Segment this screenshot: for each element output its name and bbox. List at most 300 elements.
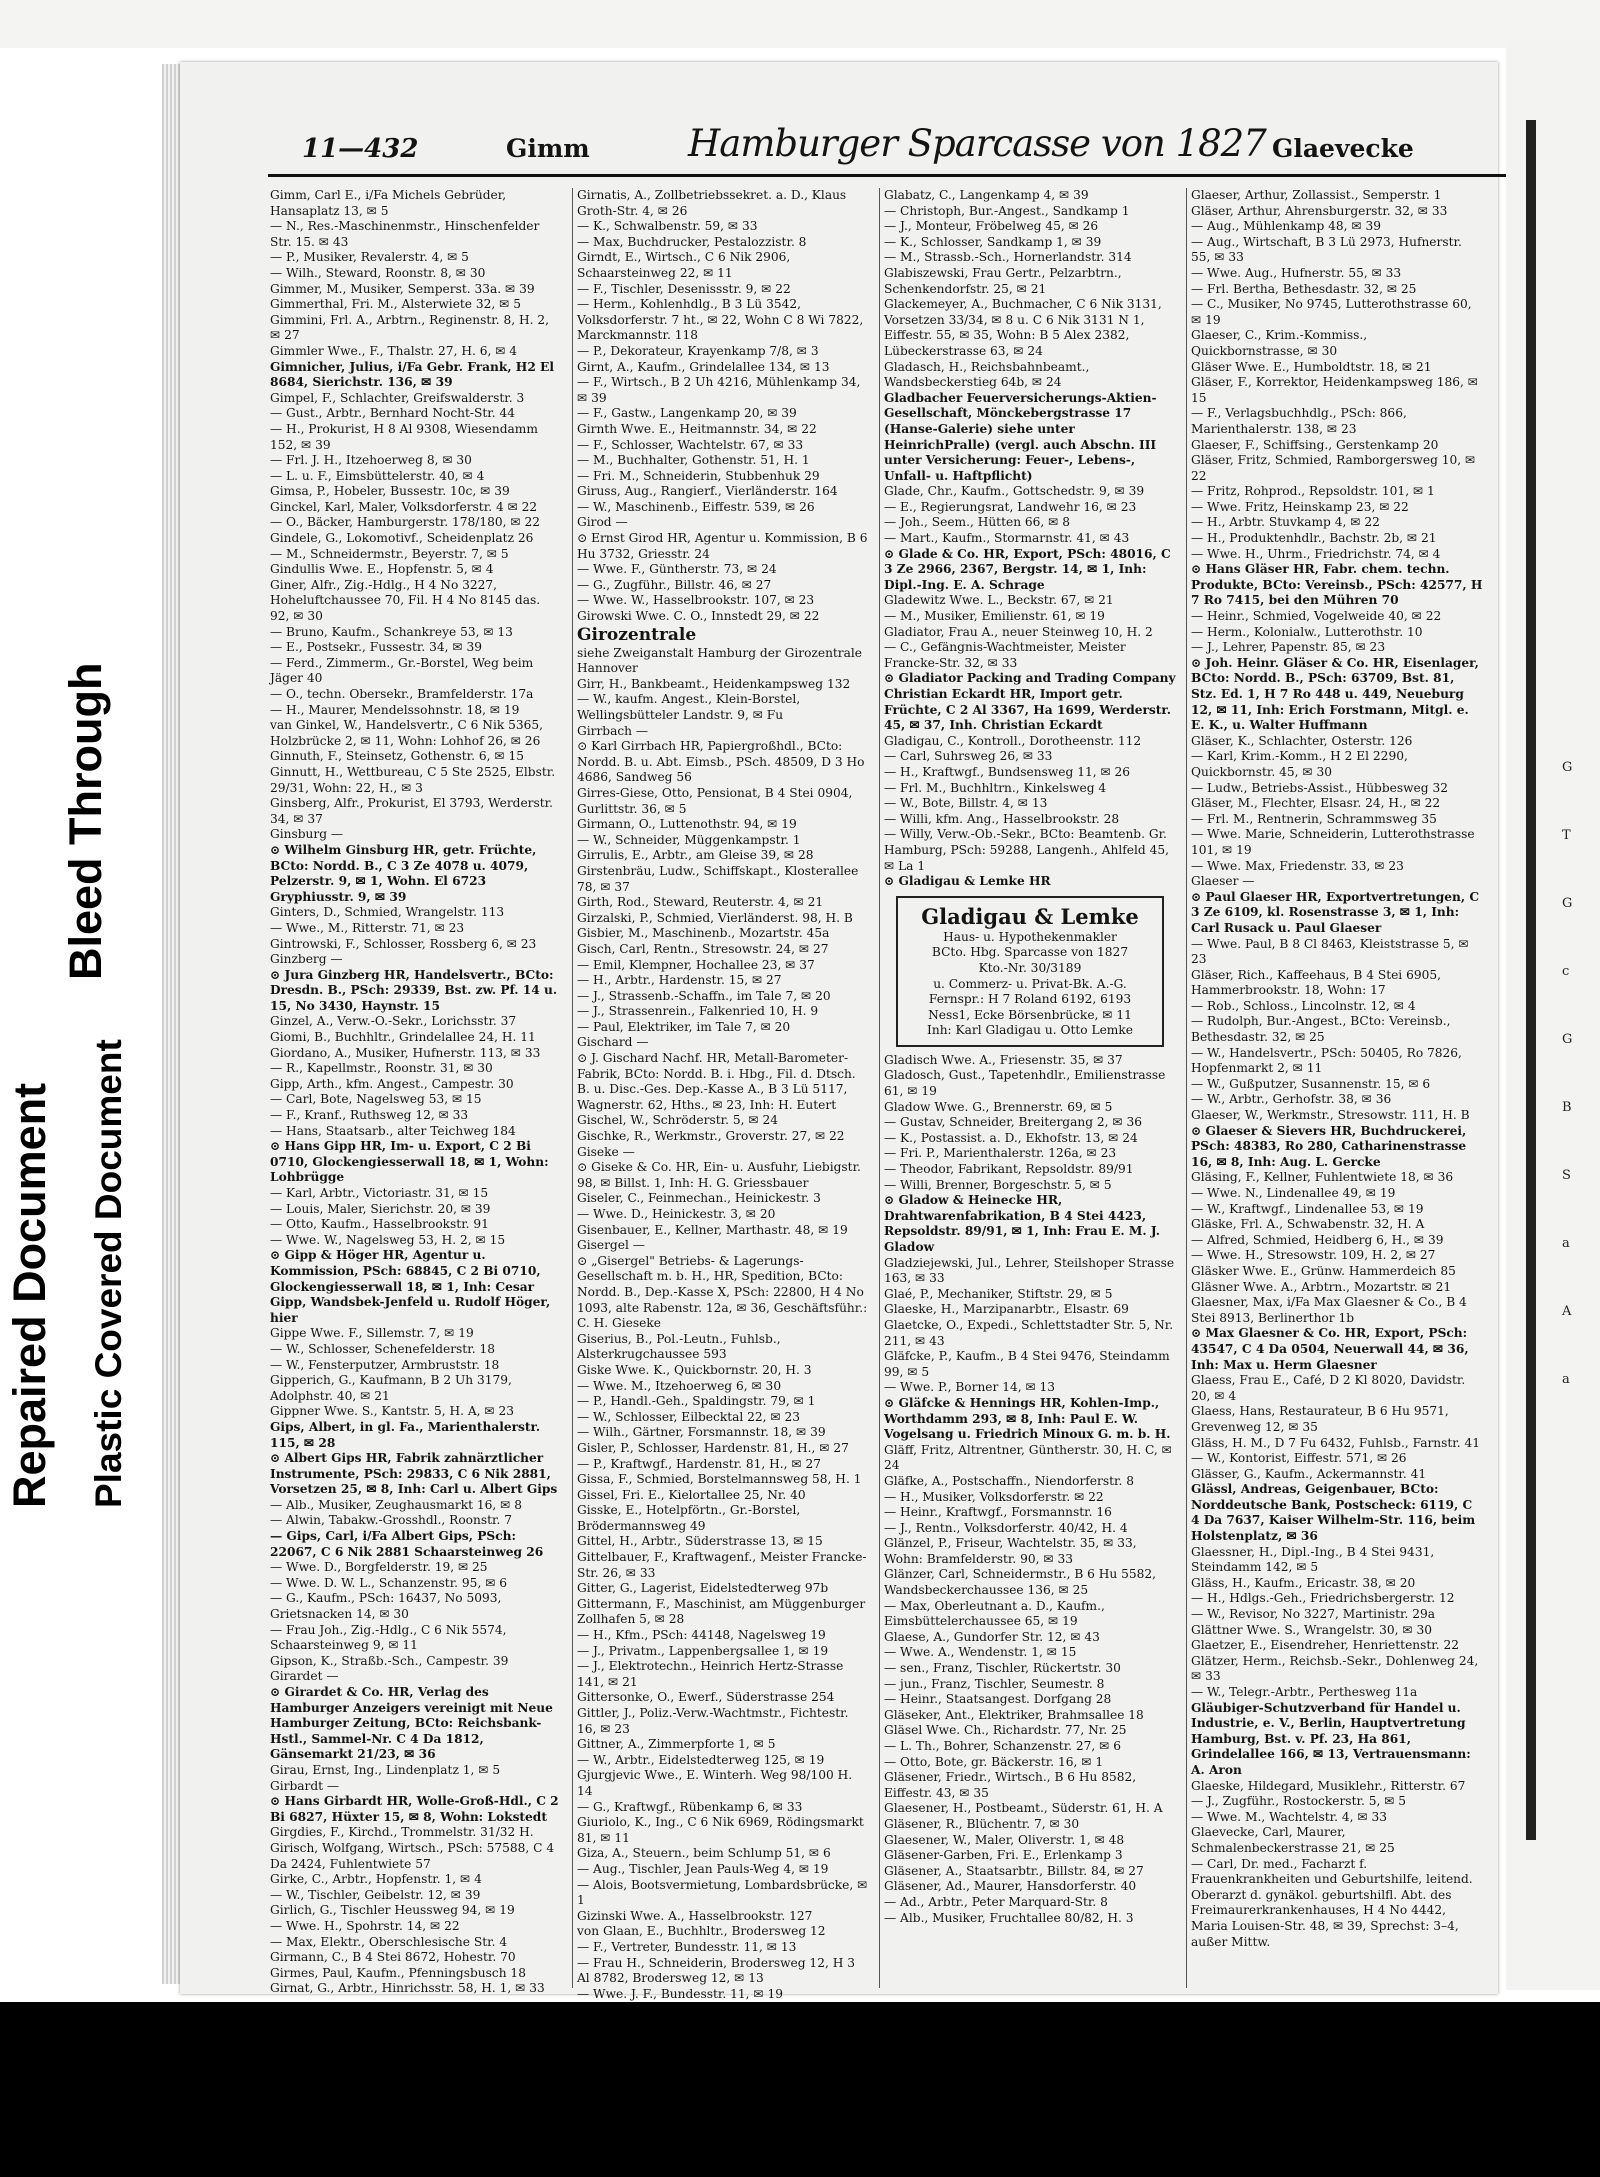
directory-entry: Gippe Wwe. F., Sillemstr. 7, ✉ 19	[270, 1326, 474, 1341]
directory-entry: Ginckel, Karl, Maler, Volksdorferstr. 4 ✉ 22	[270, 499, 538, 514]
directory-entry: Ginnutt, H., Wettbureau, C 5 Ste 2525, Elbstr. 29/31, Wohn: 22, H., ✉ 3	[270, 764, 556, 795]
facing-page-text-fragment: c	[1562, 964, 1570, 979]
directory-entry: — Frl. J. H., Itzehoerweg 8, ✉ 30	[270, 453, 472, 468]
directory-entry: — J., Elektrotechn., Heinrich Hertz-Strasse 141, ✉ 21	[577, 1659, 844, 1689]
directory-entry: — F., Vertreter, Bundesstr. 11, ✉ 13	[577, 1939, 797, 1954]
directory-entry: — Frl. M., Buchhltrn., Kinkelsweg 4	[884, 780, 1107, 795]
directory-entry: Glättner Wwe. S., Wrangelstr. 30, ✉ 30	[1191, 1622, 1432, 1637]
facing-page-text-fragment: a	[1562, 1236, 1570, 1251]
directory-entry: — H., Kraftwgf., Bundsensweg 11, ✉ 26	[884, 764, 1131, 779]
directory-entry: ⊙ Paul Glaeser HR, Exportvertretungen, C 3 Ze 6109, kl. Rosenstrasse 3, ✉ 1, Inh: Carl Rusack u. Paul Glaeser	[1191, 889, 1480, 935]
directory-entry: — Aug., Tischler, Jean Pauls-Weg 4, ✉ 19	[577, 1861, 829, 1876]
directory-entry: Glade, Chr., Kaufm., Gottschedstr. 9, ✉ 39	[884, 484, 1145, 499]
directory-entry: — O., techn. Obersekr., Bramfelderstr. 17a	[270, 687, 534, 701]
directory-entry: Glätzer, Herm., Reichsb.-Sekr., Dohlenweg 24, ✉ 33	[1191, 1653, 1479, 1684]
directory-entry: — Gust., Arbtr., Bernhard Nocht-Str. 44	[270, 406, 515, 421]
directory-entry: Giske Wwe. K., Quickbornstr. 20, H. 3	[577, 1362, 812, 1377]
directory-entry: ⊙ Gladigau & Lemke HR	[884, 874, 1051, 889]
directory-entry: — Willi, kfm. Ang., Hasselbrookstr. 28	[884, 811, 1120, 826]
directory-entry: Gläsener, R., Blüchentr. 7, ✉ 30	[884, 1816, 1080, 1831]
directory-entry: Glänzel, P., Friseur, Wachtelstr. 35, ✉ 33, Wohn: Bramfelderstr. 90, ✉ 33	[884, 1536, 1137, 1566]
directory-entry: Gissa, F., Schmied, Borstelmannsweg 58, H. 1	[577, 1472, 862, 1487]
directory-entry: — Hans, Staatsarb., alter Teichweg 184	[270, 1123, 516, 1138]
directory-entry: — Heinr., Schmied, Vogelweide 40, ✉ 22	[1191, 609, 1442, 624]
directory-entry: Gläsener, Ad., Maurer, Hansdorferstr. 40	[884, 1879, 1137, 1894]
directory-entry: Gläubiger-Schutzverband für Handel u. Industrie, e. V., Berlin, Hauptvertretung Hamburg, Bst. v. Pf. 23, Ha 861, Grindelallee 166, ✉ 13, Vertrauensmann: A. Aron	[1191, 1700, 1471, 1777]
directory-entry: Gipperich, G., Kaufmann, B 2 Uh 3179, Adolphstr. 40, ✉ 21	[270, 1373, 512, 1403]
directory-entry: Girke, C., Arbtr., Hopfenstr. 1, ✉ 4	[270, 1872, 482, 1887]
directory-entry: ⊙ Hans Girbardt HR, Wolle-Groß-Hdl., C 2 Bi 6827, Hüxter 15, ✉ 8, Wohn: Lokstedt	[270, 1794, 559, 1824]
directory-entry: — Wwe. J. F., Bundesstr. 11, ✉ 19	[577, 1986, 784, 2001]
directory-entry: Girnth Wwe. E., Heitmannstr. 34, ✉ 22	[577, 421, 817, 436]
directory-entry: Gindullis Wwe. E., Hopfenstr. 5, ✉ 4	[270, 562, 494, 577]
directory-entry: — Wwe. Paul, B 8 Cl 8463, Kleiststrasse 5, ✉ 23	[1191, 936, 1469, 967]
directory-entry: — W., Arbtr., Gerhofstr. 38, ✉ 36	[1191, 1092, 1392, 1107]
directory-entry: — Alwin, Tabakw.-Grosshdl., Roonstr. 7	[270, 1513, 512, 1528]
directory-entry: Giruss, Aug., Rangierf., Vierländerstr. 164	[577, 484, 838, 499]
plastic-covered-label: Plastic Covered Document	[88, 1039, 129, 1508]
directory-entry: — O., Bäcker, Hamburgerstr. 178/180, ✉ 22	[270, 515, 540, 530]
directory-entry: Gisler, P., Schlosser, Hardenstr. 81, H., ✉ 27	[577, 1440, 849, 1455]
column-divider	[1186, 188, 1187, 1988]
directory-entry: Giomi, B., Buchhltr., Grindelallee 24, H. 11	[270, 1030, 536, 1045]
directory-entry: Gladbacher Feuerversicherungs-Aktien-Gesellschaft, Mönckebergstrasse 17 (Hanse-Galerie) siehe unter HeinrichPralle) (vergl. auch Abschn. III unter Versicherung: Feuer-, Lebens-, Unfall- u. Haftpflicht)	[884, 390, 1157, 483]
advertisement-line: Inh: Karl Gladigau u. Otto Lemke	[927, 1023, 1133, 1038]
directory-entry: — Alois, Bootsvermietung, Lombardsbrücke, ✉ 1	[577, 1877, 868, 1908]
directory-entry: — Wwe. M., Itzehoerweg 6, ✉ 30	[577, 1378, 782, 1393]
directory-entry: ⊙ Wilhelm Ginsburg HR, getr. Früchte, BCto: Nordd. B., C 3 Ze 4078 u. 4079, Pelzerstr. 9, ✉ 1, Wohn. El 6723 Gryphiusstr. 9, ✉ 39	[270, 842, 537, 904]
directory-entry: — Wwe. Marie, Schneiderin, Lutterothstrasse 101, ✉ 19	[1191, 827, 1475, 857]
directory-entry: — Gips, Carl, i/Fa Albert Gips, PSch: 22067, C 6 Nik 2881 Schaarsteinweg 26	[270, 1529, 544, 1559]
directory-entry: — Wwe. H., Spohrstr. 14, ✉ 22	[270, 1918, 460, 1933]
directory-entry: Gläss, H., Kaufm., Ericastr. 38, ✉ 20	[1191, 1575, 1416, 1590]
directory-entry: — Heinr., Staatsangest. Dorfgang 28	[884, 1692, 1112, 1707]
directory-entry: Girnt, A., Kaufm., Grindelallee 134, ✉ 13	[577, 359, 830, 374]
directory-entry: ⊙ „Gisergel" Betriebs- & Lagerungs-Gesellschaft m. b. H., HR, Spedition, BCto: Nordd. B., Dep.-Kasse X, PSch: 22800, H 4 No 1093, alte Rabenstr. 12a, ✉ 36, Geschäftsführ.: C. H. Gieseke	[577, 1253, 868, 1331]
directory-entry: — Wwe. W., Hasselbrookstr. 107, ✉ 23	[577, 593, 815, 608]
directory-entry: ⊙ Ernst Girod HR, Agentur u. Kommission, B 6 Hu 3732, Griesstr. 24	[577, 531, 868, 561]
directory-entry: — Alb., Musiker, Zeughausmarkt 16, ✉ 8	[270, 1497, 522, 1512]
directory-entry: Gjurgjevic Wwe., E. Winterh. Weg 98/100 H. 14	[577, 1768, 853, 1798]
directory-entry: — Max, Elektr., Oberschlesische Str. 4	[270, 1934, 508, 1949]
directory-entry: — Karl, Arbtr., Victoriastr. 31, ✉ 15	[270, 1186, 489, 1200]
advertisement-title: Gladigau & Lemke	[921, 903, 1139, 929]
directory-entry: — Bruno, Kaufm., Schankreye 53, ✉ 13	[270, 624, 513, 639]
directory-entry: Giseler, C., Feinmechan., Heinickestr. 3	[577, 1191, 821, 1206]
directory-entry: — jun., Franz, Tischler, Seumestr. 8	[884, 1676, 1105, 1691]
directory-entry: Gläsner Wwe. A., Arbtrn., Mozartstr. ✉ 21	[1191, 1279, 1452, 1294]
directory-entry: Gindele, G., Lokomotivf., Scheidenplatz 26	[270, 531, 534, 546]
directory-entry: — P., Handl.-Geh., Spaldingstr. 79, ✉ 1	[577, 1394, 816, 1409]
directory-entry: Glaess, Frau E., Café, D 2 Kl 8020, Davidstr. 20, ✉ 4	[1191, 1373, 1466, 1403]
directory-entry: Gläsener, Friedr., Wirtsch., B 6 Hu 8582, Eiffestr. 43, ✉ 35	[884, 1770, 1137, 1800]
directory-entry: Gissel, Fri. E., Kielortallee 25, Nr. 40	[577, 1487, 806, 1502]
directory-entry: Giner, Alfr., Zig.-Hdlg., H 4 No 3227, Hoheluftchaussee 70, Fil. H 4 No 8145 das. 92, ✉ 30	[270, 577, 541, 624]
directory-entry: Gimnicher, Julius, i/Fa Gebr. Frank, H2 El 8684, Sierichstr. 136, ✉ 39	[270, 359, 554, 390]
directory-entry: Gischard —	[577, 1035, 649, 1050]
entries-column-3	[884, 188, 1176, 1988]
directory-entry: Gimsa, P., Hobeler, Bussestr. 10c, ✉ 39	[270, 484, 510, 499]
directory-entry: — Carl, Dr. med., Facharzt f. Frauenkrankheiten und Geburtshilfe, leitend. Oberarzt d. gynäkol. geburtshilfl. Abt. des Freimaurerkrankenhauses, H 4 No 4442, Maria Louisen-Str. 48, ✉ 39, Sprechst: 3–4, außer Mittw.	[1191, 1856, 1473, 1949]
directory-entry: — Fritz, Rohprod., Repsoldstr. 101, ✉ 1	[1191, 484, 1435, 499]
header-brand-logo: Hamburger Sparcasse von 1827	[688, 122, 1266, 165]
facing-page-rule	[1526, 120, 1536, 1840]
directory-entry: — Frl. M., Rentnerin, Schrammsweg 35	[1191, 811, 1437, 826]
directory-entry: — Wwe. D., Borgfelderstr. 19, ✉ 25	[270, 1560, 488, 1575]
header-last-word: Glaevecke	[1272, 134, 1414, 163]
directory-entry: Ginsberg, Alfr., Prokurist, El 3793, Werderstr. 34, ✉ 37	[270, 796, 554, 826]
directory-entry: Gladigau, C., Kontroll., Dorotheenstr. 112	[884, 733, 1142, 748]
directory-entry: — W., Fensterputzer, Armbruststr. 18	[270, 1357, 500, 1372]
directory-entry: — M., Strassb.-Sch., Hornerlandstr. 314	[884, 250, 1132, 265]
directory-entry: — W., Schneider, Müggenkampstr. 1	[577, 832, 801, 847]
directory-entry: Gläser, F., Korrektor, Heidenkampsweg 186, ✉ 15	[1191, 375, 1479, 405]
directory-entry: Girmann, C., B 4 Stei 8672, Hohestr. 70	[270, 1950, 516, 1965]
directory-entry: — Rob., Schloss., Lincolnstr. 12, ✉ 4	[1191, 998, 1416, 1013]
directory-entry: Gimmler Wwe., F., Thalstr. 27, H. 6, ✉ 4	[270, 343, 518, 358]
directory-entry: Girstenbräu, Ludw., Schiffskapt., Klosterallee 78, ✉ 37	[577, 863, 859, 894]
directory-entry: Gittermann, F., Maschinist, am Müggenburger Zollhafen 5, ✉ 28	[577, 1596, 866, 1627]
directory-entry: — J., Zugführ., Rostockerstr. 5, ✉ 5	[1191, 1794, 1407, 1809]
directory-entry: Girau, Ernst, Ing., Lindenplatz 1, ✉ 5	[270, 1762, 501, 1777]
directory-entry: ⊙ Albert Gips HR, Fabrik zahnärztlicher Instrumente, PSch: 29833, C 6 Nik 2881, Vorsetzen 25, ✉ 8, Inh: Carl u. Albert Gips	[270, 1451, 558, 1497]
directory-entry: — W., Kraftwgf., Lindenallee 53, ✉ 19	[1191, 1201, 1424, 1216]
directory-entry: — Frl. Bertha, Bethesdastr. 32, ✉ 25	[1191, 281, 1417, 296]
directory-entry: — H., Arbtr. Stuvkamp 4, ✉ 22	[1191, 515, 1380, 530]
directory-entry: — R., Kapellmstr., Roonstr. 31, ✉ 30	[270, 1061, 493, 1076]
directory-entry: Gläsener, A., Staatsarbtr., Billstr. 84, ✉ 27	[884, 1863, 1144, 1878]
directory-entry: — Fri. M., Schneiderin, Stubbenhuk 29	[577, 468, 820, 483]
directory-entry: Glaesner, Max, i/Fa Max Glaesner & Co., B 4 Stei 8913, Berlinerthor 1b	[1191, 1295, 1467, 1325]
directory-entry: — Max, Oberleutnant a. D., Kaufm., Eimsbüttelerchaussee 65, ✉ 19	[884, 1598, 1105, 1629]
directory-entry: — W., Kontorist, Eiffestr. 571, ✉ 26	[1191, 1451, 1407, 1466]
directory-entry: — Wwe. P., Borner 14, ✉ 13	[884, 1380, 1056, 1395]
directory-entry: Gläfke, A., Postschaffn., Niendorferstr. 8	[884, 1473, 1134, 1488]
directory-entry: Girrulis, E., Arbtr., am Gleise 39, ✉ 28	[577, 848, 814, 863]
directory-entry: — Rudolph, Bur.-Angest., BCto: Vereinsb., Bethesdastr. 32, ✉ 25	[1191, 1014, 1451, 1045]
directory-entry: Girres-Giese, Otto, Pensionat, B 4 Stei 0904, Gurlittstr. 36, ✉ 5	[577, 785, 853, 816]
header-first-word: Gimm	[506, 134, 590, 163]
advertisement-line: Kto.-Nr. 30/3189	[978, 960, 1082, 975]
directory-entry: Glässl, Andreas, Geigenbauer, BCto: Norddeutsche Bank, Postscheck: 6119, C 4 Da 7637, Kaiser Wilhelm-Str. 116, beim Holstenplatz, ✉ 36	[1191, 1482, 1476, 1544]
directory-entry: Gläser Wwe. E., Humboldtstr. 18, ✉ 21	[1191, 359, 1432, 374]
directory-entry: Glässer, G., Kaufm., Ackermannstr. 41	[1191, 1466, 1427, 1481]
directory-entry: Gittel, H., Arbtr., Süderstrasse 13, ✉ 15	[577, 1534, 823, 1549]
directory-entry: Gimmini, Frl. A., Arbtrn., Reginenstr. 8, H. 2, ✉ 27	[270, 312, 550, 343]
column-divider	[572, 188, 573, 1988]
directory-entry: ⊙ Joh. Heinr. Gläser & Co. HR, Eisenlager, BCto: Nordd. B., PSch: 63709, Bst. 81, Stz. Ed. 1, H 7 Ro 448 u. 449, Neueburg 12, ✉ 11, Inh: Erich Forstmann, Mitgl. e. E. K., u. Walter Huffmann	[1191, 655, 1479, 733]
directory-entry: — Gustav, Schneider, Breitergang 2, ✉ 36	[884, 1115, 1142, 1130]
directory-entry: ⊙ Gladiator Packing and Trading Company Christian Eckardt HR, Import getr. Früchte, C 2 Al 3367, Ha 1699, Werderstr. 45, ✉ 37, Inh. Christian Eckardt	[884, 671, 1176, 733]
directory-entry: — G., Zugführ., Billstr. 46, ✉ 27	[577, 577, 772, 592]
facing-page-text-fragment: B	[1562, 1100, 1572, 1115]
directory-entry: — Christoph, Bur.-Angest., Sandkamp 1	[884, 203, 1130, 218]
directory-entry: Glaé, P., Mechaniker, Stiftstr. 29, ✉ 5	[884, 1286, 1113, 1301]
directory-entry: Glaetcke, O., Expedi., Schlettstadter Str. 5, Nr. 211, ✉ 43	[884, 1317, 1174, 1348]
directory-entry: — H., Maurer, Mendelssohnstr. 18, ✉ 19	[270, 702, 520, 717]
directory-entry: — K., Schwalbenstr. 59, ✉ 33	[577, 219, 758, 234]
directory-entry: Gisch, Carl, Rentn., Stresowstr. 24, ✉ 27	[577, 941, 829, 956]
page-number: 11—432	[302, 134, 419, 164]
directory-entry: Gläser, Fritz, Schmied, Ramborgersweg 10, ✉ 22	[1191, 453, 1476, 483]
directory-entry: — H., Prokurist, H 8 Al 9308, Wiesendamm 152, ✉ 39	[270, 421, 538, 452]
column-divider	[879, 188, 880, 1988]
directory-entry: Ginsburg —	[270, 827, 344, 842]
directory-entry: — W., Maschinenb., Eiffestr. 539, ✉ 26	[577, 499, 815, 514]
directory-entry: ⊙ Max Glaesner & Co. HR, Export, PSch: 43547, C 4 Da 0504, Neuerwall 44, ✉ 36, Inh: Max u. Herm Glaesner	[1191, 1326, 1469, 1372]
directory-entry: Glaeser —	[1191, 874, 1255, 889]
directory-entry: Ginzel, A., Verw.-O.-Sekr., Lorichsstr. 37	[270, 1014, 517, 1029]
directory-entry: Girrbach —	[577, 723, 649, 738]
directory-entry: Girozentrale	[577, 624, 697, 645]
directory-entry: — G., Kaufm., PSch: 16437, No 5093, Grietsnacken 14, ✉ 30	[270, 1591, 502, 1622]
directory-entry: — M., Musiker, Emilienstr. 61, ✉ 19	[884, 609, 1105, 624]
directory-entry: Gläsker Wwe. E., Grünw. Hammerdeich 85	[1191, 1263, 1456, 1278]
directory-entry: — J., Monteur, Fröbelweg 45, ✉ 26	[884, 219, 1099, 234]
directory-entry: Glaesener, W., Maler, Oliverstr. 1, ✉ 48	[884, 1832, 1125, 1847]
directory-entry: Glaeser, Arthur, Zollassist., Semperstr. 1	[1191, 188, 1442, 202]
advertisement-line: Haus- u. Hypothekenmakler	[943, 929, 1117, 944]
directory-entry: Girnat, G., Arbtr., Hinrichsstr. 58, H. 1, ✉ 33	[270, 1981, 545, 1996]
directory-entry: — L. u. F., Eimsbüttelerstr. 40, ✉ 4	[270, 468, 485, 483]
directory-entry: — J., Strassenrein., Falkenried 10, H. 9	[577, 1004, 819, 1019]
advertisement-box	[896, 896, 1164, 1047]
directory-entry: ⊙ Hans Gipp HR, Im- u. Export, C 2 Bi 0710, Glockengiesserwall 18, ✉ 1, Wohn: Lohbrügge	[270, 1139, 549, 1185]
directory-entry: — Fri. P., Marienthalerstr. 126a, ✉ 23	[884, 1146, 1117, 1161]
directory-entry: — W., Schlosser, Eilbecktal 22, ✉ 23	[577, 1409, 800, 1424]
directory-entry: — Herm., Kohlenhdlg., B 3 Lü 3542, Volksdorferstr. 7 ht., ✉ 22, Wohn C 8 Wi 7822, Marckmannstr. 118	[577, 297, 864, 343]
directory-entry: — M., Schneidermstr., Beyerstr. 7, ✉ 5	[270, 546, 509, 561]
directory-entry: — H., Hdlgs.-Geh., Friedrichsbergerstr. 12	[1191, 1591, 1455, 1606]
directory-entry: Gisergel —	[577, 1238, 645, 1253]
directory-entry: — H., Produktenhdlr., Bachstr. 2b, ✉ 21	[1191, 531, 1437, 546]
directory-entry: — Ludw., Betriebs-Assist., Hübbesweg 32	[1191, 780, 1448, 795]
directory-entry: — P., Musiker, Revalerstr. 4, ✉ 5	[270, 250, 469, 265]
directory-entry: Ginzberg —	[270, 952, 343, 967]
directory-entry: — Karl, Krim.-Komm., H 2 El 2290, Quickbornstr. 45, ✉ 30	[1191, 749, 1408, 779]
directory-entry: — H., Arbtr., Hardenstr. 15, ✉ 27	[577, 973, 782, 988]
directory-entry: — Louis, Maler, Sierichstr. 20, ✉ 39	[270, 1201, 491, 1216]
directory-entry: — Max, Buchdrucker, Pestalozzistr. 8	[577, 234, 807, 249]
directory-entry: ⊙ J. Gischard Nachf. HR, Metall-Barometer-Fabrik, BCto: Nordd. B. i. Hbg., Fil. d. Dtsch. B. u. Disc.-Ges. Dep.-Kasse A., B 3 Lü 5117, Wagnerstr. 62, Hths., ✉ 23, Inh: H. Eutert	[577, 1051, 856, 1112]
directory-entry: Gläser, M., Flechter, Elsasr. 24, H., ✉ 22	[1191, 796, 1441, 811]
directory-entry: ⊙ Glade & Co. HR, Export, PSch: 48016, C 3 Ze 2966, 2367, Bergstr. 14, ✉ 1, Inh: Dipl.-Ing. E. A. Schrage	[884, 546, 1171, 592]
directory-entry: Giseke —	[577, 1144, 635, 1159]
directory-entry: — Heinr., Kraftwgf., Forsmannstr. 16	[884, 1505, 1112, 1520]
facing-page-text-fragment: G	[1562, 896, 1573, 911]
header-rule	[268, 174, 1506, 177]
directory-entry: — sen., Franz, Tischler, Rückertstr. 30	[884, 1661, 1121, 1676]
directory-entry: Giordano, A., Musiker, Hufnerstr. 113, ✉ 33	[270, 1045, 541, 1060]
directory-entry: — P., Kraftwgf., Hardenstr. 81, H., ✉ 27	[577, 1456, 822, 1471]
directory-entry: — Willi, Brenner, Borgeschstr. 5, ✉ 5	[884, 1177, 1112, 1192]
directory-entry: — Wwe. D., Heinickestr. 3, ✉ 20	[577, 1207, 776, 1221]
directory-entry: — E., Regierungsrat, Landwehr 16, ✉ 23	[884, 499, 1137, 514]
directory-entry: — C., Gefängnis-Wachtmeister, Meister Francke-Str. 32, ✉ 33	[884, 640, 1126, 670]
directory-entry: Girth, Rod., Steward, Reuterstr. 4, ✉ 21	[577, 895, 824, 910]
directory-entry: — Paul, Elektriker, im Tale 7, ✉ 20	[577, 1019, 791, 1034]
directory-entry: Gipp, Arth., kfm. Angest., Campestr. 30	[270, 1076, 514, 1091]
directory-entry: Gladasch, H., Reichsbahnbeamt., Wandsbeckerstieg 64b, ✉ 24	[884, 359, 1090, 390]
directory-entry: — W., Telegr.-Arbtr., Perthesweg 11a	[1191, 1685, 1418, 1699]
directory-entry: Glänzer, Carl, Schneidermstr., B 6 Hu 5582, Wandsbeckerchaussee 136, ✉ 25	[884, 1567, 1157, 1598]
directory-entry: — Frau H., Schneiderin, Brodersweg 12, H 3 Al 8782, Brodersweg 12, ✉ 13	[577, 1955, 855, 1986]
directory-entry: — Wwe. Fritz, Heinskamp 23, ✉ 22	[1191, 499, 1409, 514]
directory-entry: — Mart., Kaufm., Stormarnstr. 41, ✉ 43	[884, 531, 1130, 546]
directory-entry: Girod —	[577, 515, 628, 530]
directory-entry: — F., Schlosser, Wachtelstr. 67, ✉ 33	[577, 437, 804, 452]
directory-entry: — Joh., Seem., Hütten 66, ✉ 8	[884, 515, 1071, 530]
directory-entry: Glaeser, F., Schiffsing., Gerstenkamp 20	[1191, 437, 1439, 452]
directory-entry: — Willy, Verw.-Ob.-Sekr., BCto: Beamtenb. Gr. Hamburg, PSch: 59288, Langenh., Ahlfeld 45, ✉ La 1	[884, 827, 1169, 873]
directory-entry: — J., Lehrer, Papenstr. 85, ✉ 23	[1191, 640, 1386, 655]
directory-entry: Giserius, B., Pol.-Leutn., Fuhlsb., Alsterkrugchaussee 593	[577, 1331, 781, 1362]
directory-entry: Glaevecke, Carl, Maurer, Schmalenbeckerstrasse 21, ✉ 25	[1191, 1825, 1395, 1855]
directory-entry: Gintrowski, F., Schlosser, Rossberg 6, ✉ 23	[270, 936, 537, 951]
directory-entry: — W., Tischler, Geibelstr. 12, ✉ 39	[270, 1887, 481, 1902]
directory-entry: — Wwe. H., Stresowstr. 109, H. 2, ✉ 27	[1191, 1248, 1436, 1263]
directory-entry: Glackemeyer, A., Buchmacher, C 6 Nik 3131, Vorsetzen 33/34, ✉ 8 u. C 6 Nik 3131 N 1, Eiffestr. 55, ✉ 35, Wohn: B 5 Alex 2382, Lübeckerstrasse 63, ✉ 24	[884, 297, 1162, 358]
directory-entry: Gimm, Carl E., i/Fa Michels Gebrüder, Hansaplatz 13, ✉ 5	[270, 188, 507, 218]
directory-entry: Gips, Albert, in gl. Fa., Marienthalerstr. 115, ✉ 28	[270, 1419, 541, 1450]
directory-entry: — Theodor, Fabrikant, Repsoldstr. 89/91	[884, 1162, 1134, 1177]
directory-entry: Ginters, D., Schmied, Wrangelstr. 113	[270, 905, 505, 920]
scan-bottom-margin	[0, 2002, 1600, 2177]
directory-entry: — Frau Joh., Zig.-Hdlg., C 6 Nik 5574, Schaarsteinweg 9, ✉ 11	[270, 1622, 507, 1653]
directory-entry: Gladow Wwe. G., Brennerstr. 69, ✉ 5	[884, 1099, 1113, 1114]
directory-entry: Gisbier, M., Maschinenb., Mozartstr. 45a	[577, 926, 830, 941]
directory-entry: Gimpel, F., Schlachter, Greifswalderstr. 3	[270, 390, 525, 405]
directory-entry: — Wwe. H., Uhrm., Friedrichstr. 74, ✉ 4	[1191, 546, 1441, 561]
directory-entry: — Wwe. D. W. L., Schanzenstr. 95, ✉ 6	[270, 1575, 508, 1590]
directory-entry: Gladiator, Frau A., neuer Steinweg 10, H. 2	[884, 624, 1153, 639]
directory-entry: Gläfcke, P., Kaufm., B 4 Stei 9476, Steindamm 99, ✉ 5	[884, 1349, 1170, 1379]
directory-entry: Girowski Wwe. C. O., Innstedt 29, ✉ 22	[577, 609, 820, 624]
directory-entry: ⊙ Girardet & Co. HR, Verlag des Hamburger Anzeigers vereinigt mit Neue Hamburger Zeitung, BCto: Reichsbank-Hstl., Sammel-Nr. C 4 Da 1812, Gänsemarkt 21/23, ✉ 36	[270, 1685, 553, 1762]
directory-entry: Gladewitz Wwe. L., Beckstr. 67, ✉ 21	[884, 593, 1114, 608]
directory-entry: Gläff, Fritz, Altrentner, Güntherstr. 30, H. C, ✉ 24	[884, 1442, 1172, 1473]
directory-entry: — E., Postsekr., Fussestr. 34, ✉ 39	[270, 640, 482, 655]
directory-entry: Gimmerthal, Fri. M., Alsterwiete 32, ✉ 5	[270, 297, 521, 312]
directory-entry: ⊙ Gläfcke & Hennings HR, Kohlen-Imp., Worthdamm 293, ✉ 8, Inh: Paul E. W. Vogelsang u. Friedrich Minoux G. m. b. H.	[884, 1395, 1171, 1442]
directory-entry: Gläser, Arthur, Ahrensburgerstr. 32, ✉ 33	[1191, 203, 1448, 218]
directory-entry: — Carl, Suhrsweg 26, ✉ 33	[884, 749, 1053, 764]
directory-entry: — F., Kranf., Ruthsweg 12, ✉ 33	[270, 1108, 469, 1123]
repaired-document-label: Repaired Document	[4, 1082, 55, 1508]
directory-entry: — K., Postassist. a. D., Ekhofstr. 13, ✉ 24	[884, 1130, 1138, 1145]
directory-entry: — F., Wirtsch., B 2 Uh 4216, Mühlenkamp 34, ✉ 39	[577, 375, 861, 405]
advertisement-line: Ness1, Ecke Börsenbrücke, ✉ 11	[928, 1007, 1132, 1022]
directory-entry: Gisenbauer, E., Kellner, Marthastr. 48, ✉ 19	[577, 1222, 848, 1237]
directory-entry: — Carl, Bote, Nagelsweg 53, ✉ 15	[270, 1092, 482, 1107]
facing-page-text-fragment: G	[1562, 760, 1573, 775]
directory-entry: ⊙ Glaeser & Sievers HR, Buchdruckerei, PSch: 48383, Ro 280, Catharinenstrasse 16, ✉ 8, Inh: Aug. L. Gercke	[1191, 1123, 1467, 1169]
directory-entry: — M., Buchhalter, Gothenstr. 51, H. 1	[577, 453, 810, 468]
entries-column-4	[1191, 188, 1483, 1988]
directory-entry: Gladisch Wwe. A., Friesenstr. 35, ✉ 37	[884, 1052, 1123, 1067]
directory-entry: — C., Musiker, No 9745, Lutterothstrasse 60, ✉ 19	[1191, 297, 1472, 327]
directory-entry: — Wwe. Aug., Hufnerstr. 55, ✉ 33	[1191, 265, 1402, 280]
directory-entry: ⊙ Hans Gläser HR, Fabr. chem. techn. Produkte, BCto: Vereinsb., PSch: 42577, H 7 Ro 7415, bei den Mühren 70	[1191, 562, 1483, 608]
directory-entry: — Alb., Musiker, Fruchtallee 80/82, H. 3	[884, 1910, 1134, 1925]
directory-entry: ⊙ Giseke & Co. HR, Ein- u. Ausfuhr, Liebigstr. 98, ✉ Billst. 1, Inh: H. G. Griessbauer	[577, 1160, 861, 1190]
directory-entry: — W., Gußputzer, Susannenstr. 15, ✉ 6	[1191, 1076, 1431, 1091]
directory-entry: Girardet —	[270, 1669, 339, 1684]
directory-entry: — K., Schlosser, Sandkamp 1, ✉ 39	[884, 234, 1102, 249]
directory-entry: Glaeser, W., Werkmstr., Stresowstr. 111, H. B	[1191, 1108, 1470, 1123]
directory-entry: Gittersonke, O., Ewerf., Süderstrasse 254	[577, 1690, 835, 1705]
directory-entry: Girbardt —	[270, 1778, 340, 1793]
directory-entry: Glaessner, H., Dipl.-Ing., B 4 Stei 9431, Steindamm 142, ✉ 5	[1191, 1544, 1435, 1575]
directory-entry: — P., Dekorateur, Krayenkamp 7/8, ✉ 3	[577, 343, 819, 358]
directory-entry: Gimmer, M., Musiker, Semperst. 33a. ✉ 39	[270, 281, 535, 296]
bleed-through-label: Bleed Through	[60, 645, 112, 998]
directory-entry: Gläske, Frl. A., Schwabenstr. 32, H. A	[1191, 1217, 1425, 1232]
directory-entry: Girlich, G., Tischler Heussweg 94, ✉ 19	[270, 1903, 515, 1918]
directory-entry: Gittner, A., Zimmerpforte 1, ✉ 5	[577, 1737, 776, 1752]
directory-entry: — Wilh., Steward, Roonstr. 8, ✉ 30	[270, 265, 486, 280]
directory-entry: — Alfred, Schmied, Heidberg 6, H., ✉ 39	[1191, 1232, 1444, 1247]
advertisement-line: BCto. Hbg. Sparcasse von 1827	[931, 945, 1129, 960]
directory-entry: Girgdies, F., Kirchd., Trommelstr. 31/32 H.	[270, 1825, 534, 1840]
scan-top-margin	[0, 0, 1600, 48]
directory-entry: Gischke, R., Werkmstr., Groverstr. 27, ✉ 22	[577, 1129, 845, 1144]
directory-entry: Girmes, Paul, Kaufm., Pfenningsbusch 18	[270, 1965, 526, 1980]
directory-entry: Glaetzer, E., Eisendreher, Henriettenstr. 22	[1191, 1638, 1460, 1653]
directory-entry: ⊙ Karl Girrbach HR, Papiergroßhdl., BCto: Nordd. B. u. Abt. Eimsb., PSch. 48509, D 3 Ho 4686, Sandweg 56	[577, 739, 865, 785]
directory-entry: — Ferd., Zimmerm., Gr.-Borstel, Weg beim Jäger 40	[270, 655, 534, 686]
directory-entry: Gittler, J., Poliz.-Verw.-Wachtmstr., Fichtestr. 16, ✉ 23	[577, 1706, 849, 1736]
directory-entry: Glaess, Hans, Restaurateur, B 6 Hu 9571, Grevenweg 12, ✉ 35	[1191, 1404, 1449, 1434]
directory-entry: Glaesener, H., Postbeamt., Süderstr. 61, H. A	[884, 1801, 1163, 1816]
directory-entry: — N., Res.-Maschinenmstr., Hinschenfelder Str. 15. ✉ 43	[270, 219, 540, 249]
facing-page-text-fragment: G	[1562, 1032, 1573, 1047]
directory-entry: — Aug., Wirtschaft, B 3 Lü 2973, Hufnerstr. 55, ✉ 33	[1191, 234, 1462, 265]
directory-entry: — W., Handelsvertr., PSch: 50405, Ro 7826, Hopfenmarkt 2, ✉ 11	[1191, 1045, 1462, 1076]
directory-entry: — Wwe. A., Wendenstr. 1, ✉ 15	[884, 1645, 1077, 1660]
directory-entry: Gläsing, F., Kellner, Fuhlentwiete 18, ✉ 36	[1191, 1170, 1454, 1185]
directory-entry: Gläsener-Garben, Fri. E., Erlenkamp 3	[884, 1848, 1123, 1863]
directory-entry: — Aug., Mühlenkamp 48, ✉ 39	[1191, 219, 1382, 234]
directory-entry: — Otto, Bote, gr. Bäckerstr. 16, ✉ 1	[884, 1754, 1104, 1769]
directory-page	[180, 62, 1498, 2001]
directory-entry: — W., Bote, Billstr. 4, ✉ 13	[884, 796, 1048, 811]
facing-page-text-fragment: a	[1562, 1372, 1570, 1387]
directory-entry: Gläser, K., Schlachter, Osterstr. 126	[1191, 733, 1413, 748]
advertisement-line: Fernspr.: H 7 Roland 6192, 6193	[928, 992, 1132, 1007]
directory-entry: — W., Schlosser, Schenefelderstr. 18	[270, 1341, 495, 1356]
directory-entry: van Ginkel, W., Handelsvertr., C 6 Nik 5365, Holzbrücke 2, ✉ 11, Wohn: Lohhof 26, ✉ 26	[270, 718, 543, 748]
directory-entry: — W., kaufm. Angest., Klein-Borstel, Wellingsbütteler Landstr. 9, ✉ Fu	[577, 692, 801, 722]
directory-entry: Glabiszewski, Frau Gertr., Pelzarbtrn., Schenkendorfstr. 25, ✉ 21	[884, 265, 1122, 296]
directory-entry: Gläseker, Ant., Elektriker, Brahmsallee 18	[884, 1707, 1144, 1722]
directory-entry: Girmann, O., Luttenothstr. 94, ✉ 19	[577, 817, 797, 832]
directory-entry: Gläsel Wwe. Ch., Richardstr. 77, Nr. 25	[884, 1723, 1127, 1738]
directory-entry: siehe Zweiganstalt Hamburg der Girozentrale Hannover	[577, 645, 863, 676]
directory-entry: Giuriolo, K., Ing., C 6 Nik 6969, Rödingsmarkt 81, ✉ 11	[577, 1815, 864, 1845]
directory-entry: Gladosch, Gust., Tapetenhdlr., Emilienstrasse 61, ✉ 19	[884, 1068, 1166, 1099]
facing-page-fragment	[1506, 40, 1600, 1990]
directory-entry: — Wwe., M., Ritterstr. 71, ✉ 23	[270, 920, 465, 935]
directory-entry: — Ad., Arbtr., Peter Marquard-Str. 8	[884, 1894, 1108, 1909]
directory-entry: Gittelbauer, F., Kraftwagenf., Meister Francke-Str. 26, ✉ 33	[577, 1550, 867, 1580]
directory-entry: Gläss, H. M., D 7 Fu 6432, Fuhlsb., Farnstr. 41	[1191, 1435, 1481, 1450]
directory-entry: Gizinski Wwe. A., Hasselbrookstr. 127	[577, 1908, 813, 1923]
facing-page-text-fragment: S	[1562, 1168, 1571, 1183]
advertisement-line: u. Commerz- u. Privat-Bk. A.-G.	[933, 976, 1127, 991]
directory-entry: Glaese, A., Gundorfer Str. 12, ✉ 43	[884, 1629, 1100, 1644]
directory-entry: — H., Musiker, Volksdorferstr. ✉ 22	[884, 1489, 1104, 1504]
